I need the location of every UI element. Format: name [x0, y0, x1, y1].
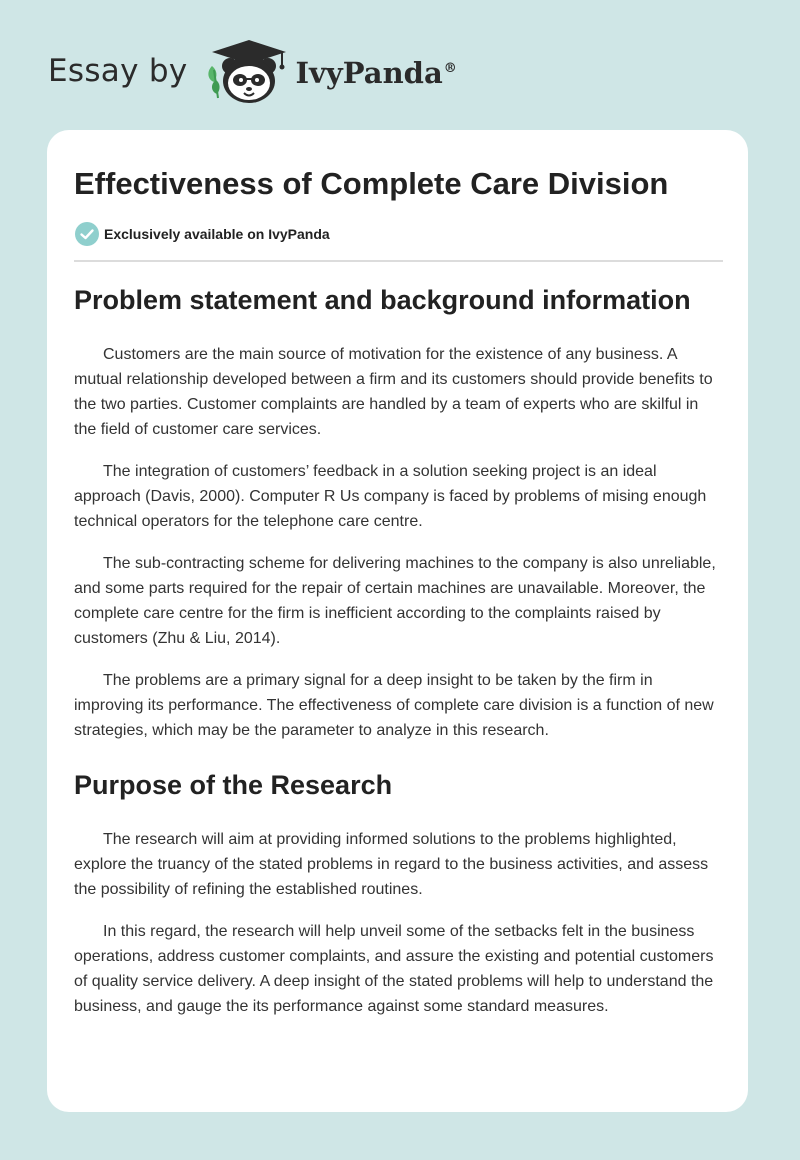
article-card [47, 130, 748, 1112]
paragraph: The integration of customers’ feedback in a solution seeking project is an ideal approach (Davis, 2000). Computer R Us company is faced by problems of mising enough technical operators for the telephone care centre. [74, 463, 707, 530]
exclusive-badge [74, 221, 330, 247]
article-body [74, 280, 723, 1036]
registered-mark: ® [443, 61, 457, 77]
section-heading: Problem statement and background information [74, 285, 691, 315]
paragraph: The problems are a primary signal for a deep insight to be taken by the firm in improving its performance. The effectiveness of complete care division is a function of new strategies, which may be the parameter to analyze in this research. [74, 672, 714, 739]
brand-name[interactable]: IvyPanda® [295, 56, 457, 90]
page-title: Effectiveness of Complete Care Division [74, 166, 669, 201]
paragraph: In this regard, the research will help unveil some of the setbacks felt in the business operations, address customer complaints, and assure the existing and potential customers of quality service delivery. A deep insight of the stated problems will help to understand the business, and gauge the its performance against some standard measures. [74, 923, 714, 1015]
paragraph: The sub-contracting scheme for delivering machines to the company is also unreliable, and some parts required for the repair of certain machines are unavailable. Moreover, the complete care centre for the firm is inefficient according to the complaints raised by customers (Zhu & Liu, 2014). [74, 555, 716, 647]
essay-by-label: Essay by [48, 53, 188, 89]
site-header [48, 36, 457, 106]
panda-graduation-cap-icon[interactable] [202, 36, 294, 106]
paragraph: The research will aim at providing informed solutions to the problems highlighted, explore the truancy of the stated problems in regard to the business activities, and assess the possibility of refining the established routines. [74, 831, 709, 898]
paragraph: Customers are the main source of motivation for the existence of any business. A mutual relationship developed between a firm and its customers should provide benefits to the two parties. Customer complaints are handled by a team of experts who are skilful in the field of customer care services. [74, 346, 713, 438]
section-heading: Purpose of the Research [74, 770, 393, 800]
exclusive-badge-text: Exclusively available on IvyPanda [104, 226, 330, 242]
check-circle-icon [74, 221, 100, 247]
divider [74, 260, 723, 262]
